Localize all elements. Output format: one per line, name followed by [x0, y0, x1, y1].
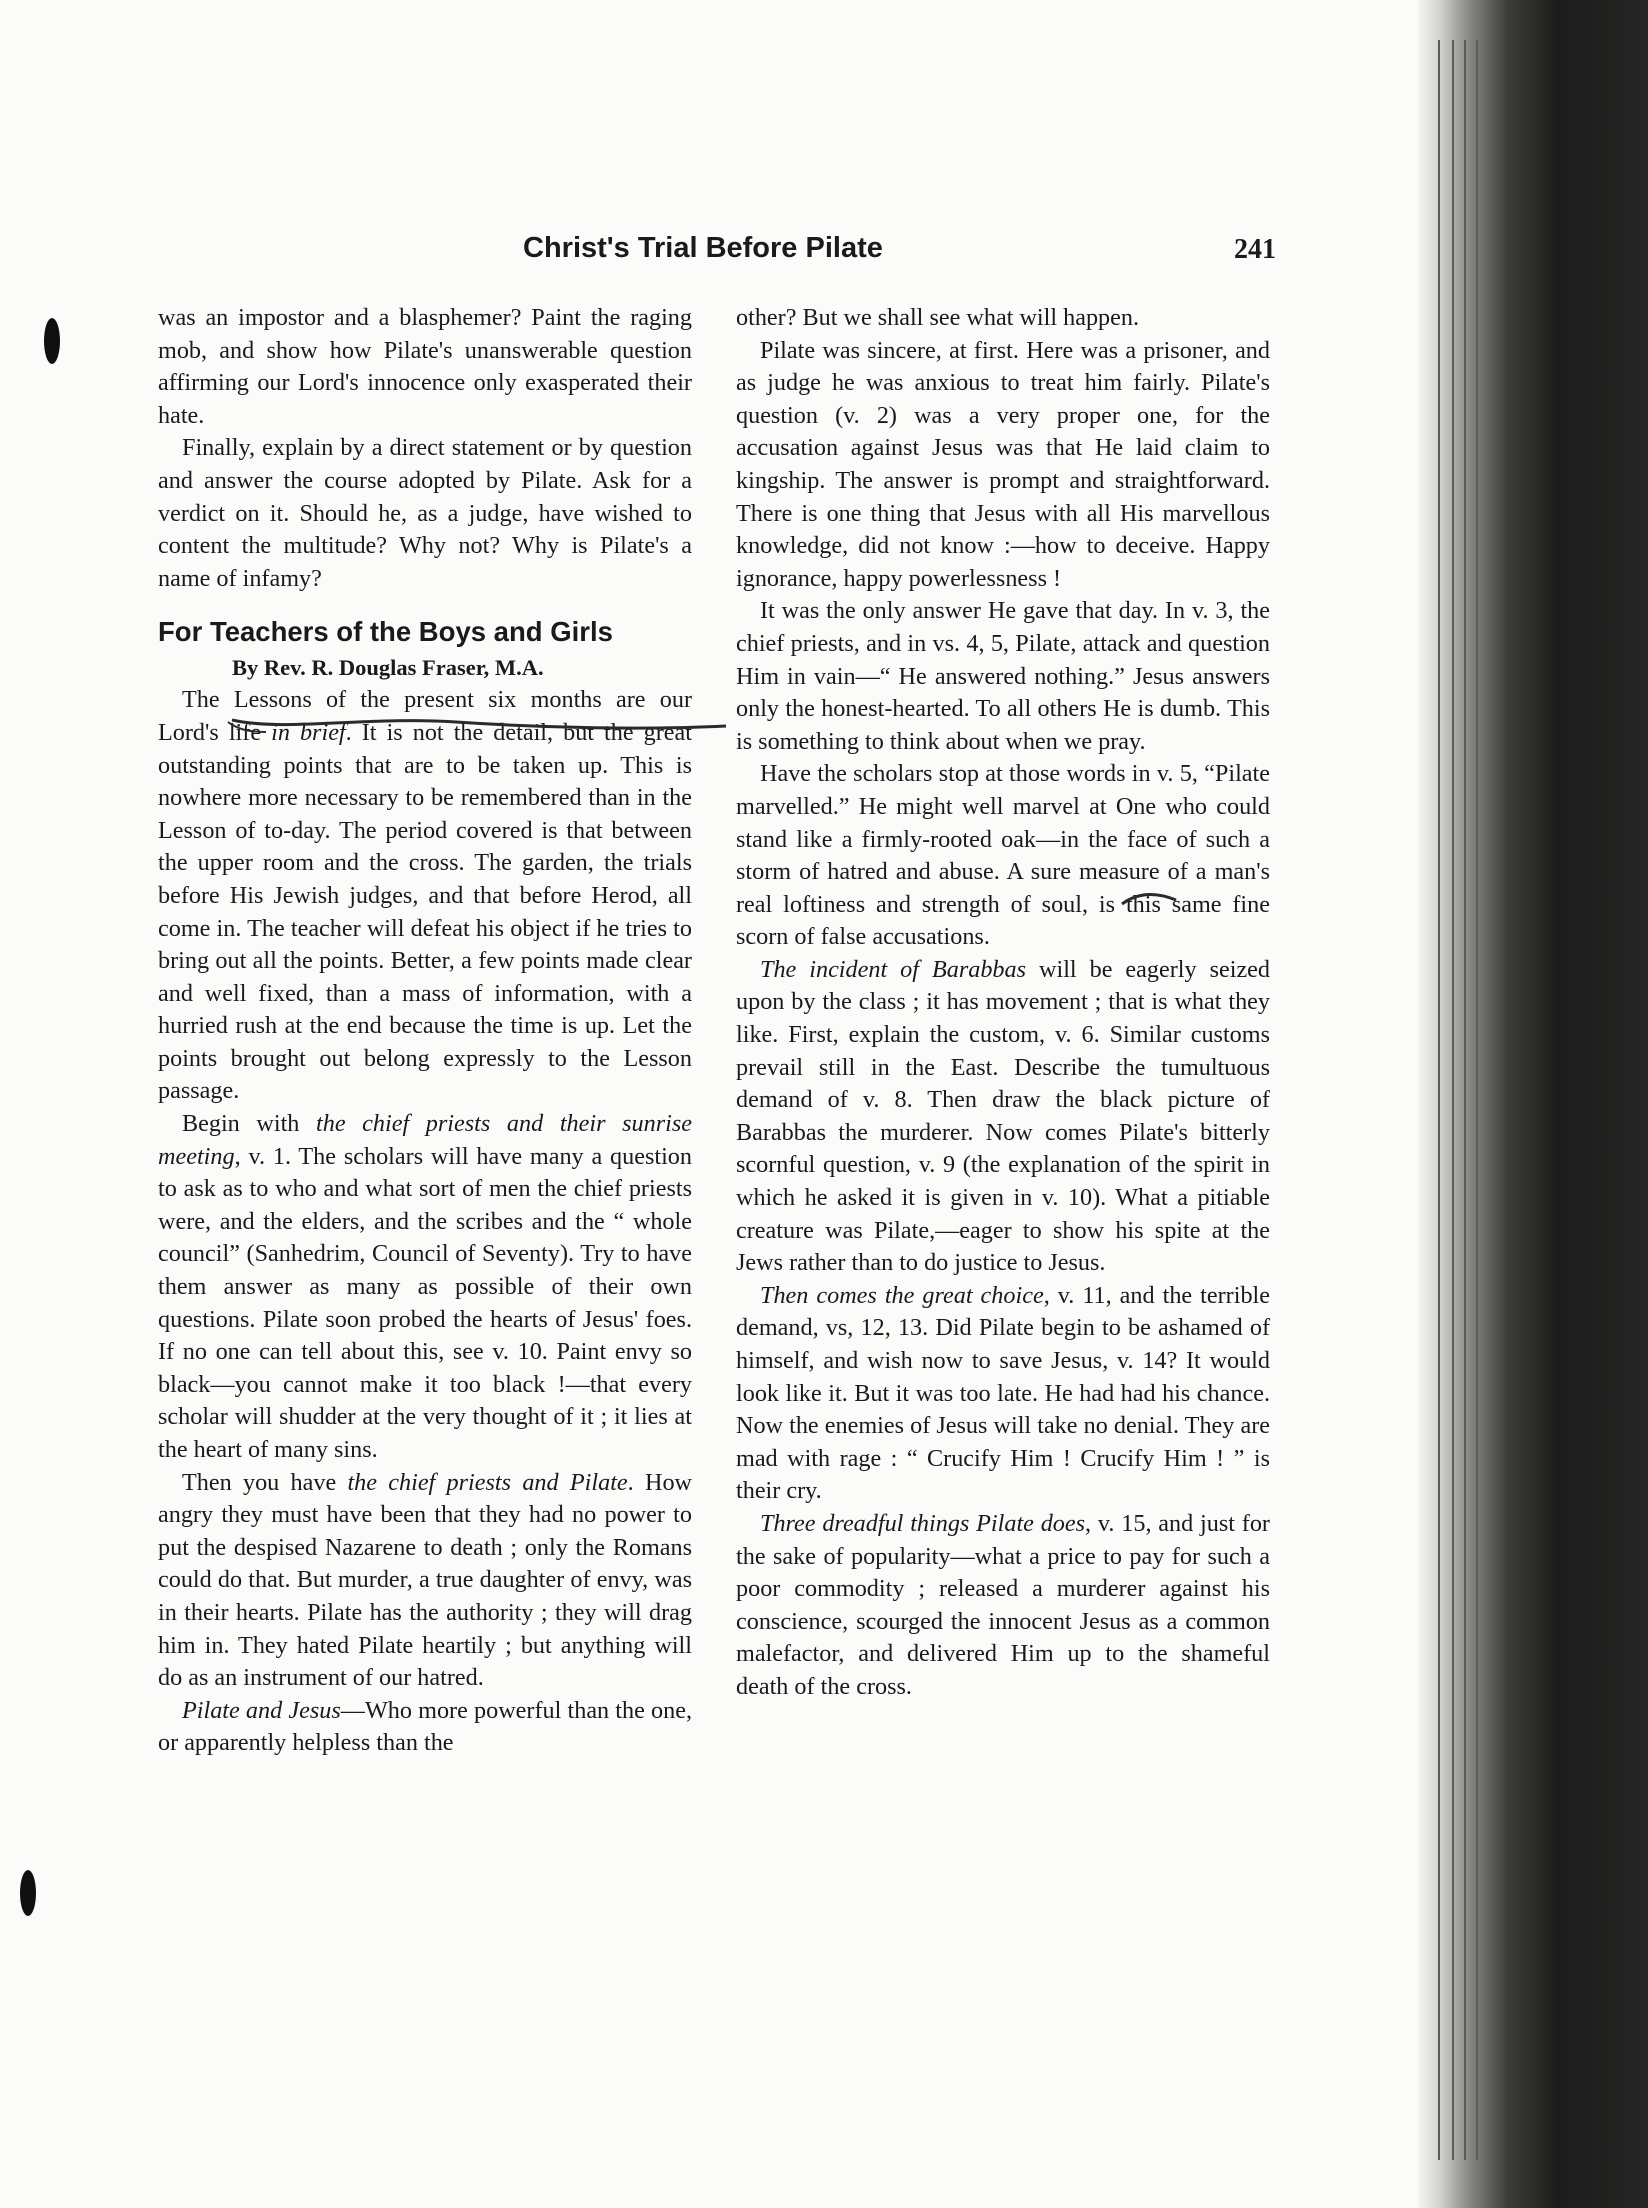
text-run: The Lessons of the present six months are our Lord's life: [158, 686, 692, 746]
page-edge-line: [1464, 40, 1466, 2160]
text-run: . It is not the detail, but the great outstanding points that are to be taken up. This is nowhere more necessary to be remembered than in the Lesson of to-day. The period covered is that between the upper room and the cross. The garden, the trials before His Jewish judges, and that before Herod, all come in. The teacher will defeat his object if he tries to bring out all the points. Better, a few points made clear and well fixed, than a mass of information, with a hurried rush at the end because the time is up. Let the points brought out belong expressly to the Lesson passage.: [158, 718, 692, 1105]
text-run: Begin with: [182, 1110, 317, 1138]
emphasis: in brief: [271, 718, 346, 746]
punch-hole: [20, 1870, 36, 1916]
section-heading: For Teachers of the Boys and Girls: [158, 616, 613, 648]
emphasis: Pilate and Jesus: [182, 1696, 341, 1724]
byline: By Rev. R. Douglas Fraser, M.A.: [232, 655, 544, 681]
paragraph: It was the only answer He gave that day. In v. 3, the chief priests, and in vs. 4, 5, Pilate, attack and question Him in vain—“ He answered nothing.” Jesus answers only the honest-hearted. To all others He is dumb. This is something to think about when we pray.: [736, 597, 1270, 755]
text-run: —Who more powerful than the one, or apparently helpless than the: [158, 1696, 692, 1757]
emphasis: Three dreadful things Pilate does: [760, 1509, 1086, 1537]
page-edge-line: [1476, 40, 1478, 2160]
pencil-mark: [1120, 890, 1180, 910]
text-run: . How angry they must have been that they had no power to put the despised Nazarene to death ; only the Romans could do that. But murder, a true daughter of envy, was in their hearts. Pilate has the authority ; they will drag him in. They hated Pilate heartily ; but anything will do as an instrument of our hatred.: [158, 1468, 693, 1692]
paragraph: Have the scholars stop at those words in v. 5, “Pilate marvelled.” He might well marvel at One who could stand like a firmly-rooted oak—in the face of such a storm of hatred and abuse. A sure measure of a man's real loftiness and strength of soul, is this same fine scorn of false accusations.: [736, 760, 1270, 951]
text-run: Then you have: [182, 1468, 348, 1496]
paragraph: [158, 1108, 692, 1467]
paragraph: was an impostor and a blasphemer? Paint the raging mob, and show how Pilate's unanswerable question affirming our Lord's innocence only exasperated their hate.: [158, 304, 692, 429]
emphasis: The incident of Barabbas: [760, 955, 1027, 983]
paragraph: Finally, explain by a direct statement or by question and answer the course adopted by Pilate. Ask for a verdict on it. Should he, as a judge, have wished to content the multitude? Why not? Why is Pilate's a name of infamy?: [158, 434, 692, 592]
text-run: , v. 15, and just for the sake of popularity—what a price to pay for such a poor commodity ; released a murderer against his conscience, scourged the innocent Jesus as a common malefactor, and delivered Him up to the shameful death of the cross.: [736, 1509, 1270, 1700]
text-run: , v. 1. The scholars will have many a question to ask as to who and what sort of men the chief priests were, and the elders, and the scribes and the “ whole council” (Sanhedrim, Council of Seventy). Try to have them answer as many as possible of their own questions. Pilate soon probed the hearts of Jesus' foes. If no one can tell about this, see v. 10. Paint envy so black—you cannot make it too black !—that every scholar will shudder at the very thought of it ; it lies at the heart of many sins.: [158, 1142, 692, 1463]
book-page-edges: [1418, 0, 1648, 2208]
text-run: , v. 11, and the terrible demand, vs, 12, 13. Did Pilate begin to be ashamed of himself, and wish now to save Jesus, v. 14? It would look like it. But it was too late. He had had his chance. Now the enemies of Jesus will take no denial. They are mad with rage : “ Crucify Him ! Crucify Him ! ” is their cry.: [736, 1281, 1270, 1505]
text-run: will be eagerly seized upon by the class ; it has movement ; that is what they like. First, explain the custom, v. 6. Similar customs prevail still in the East. Describe the tumultuous demand of v. 8. Then draw the black picture of Barabbas the murderer. Now comes Pilate's bitterly scornful question, v. 9 (the explanation of the spirit in which he asked it is given in v. 10). What a pitiable creature was Pilate,—eager to show his spite at the Jews rather than to do justice to Jesus.: [736, 955, 1271, 1277]
page-number: 241: [1234, 234, 1276, 265]
pencil-underline-mark: [226, 702, 756, 762]
punch-hole: [44, 318, 60, 364]
emphasis: the chief priests and their sunrise meeting: [158, 1110, 692, 1170]
paragraph: [158, 1467, 692, 1695]
left-column: [158, 302, 692, 1760]
page-edge-line: [1438, 40, 1440, 2160]
right-column: [736, 302, 1270, 1704]
running-head: [0, 232, 1430, 272]
paragraph: [736, 1280, 1270, 1508]
paragraph: [736, 1508, 1270, 1704]
paragraph: [158, 1695, 692, 1760]
emphasis: the chief priests and Pilate: [347, 1468, 628, 1496]
paragraph: Pilate was sincere, at first. Here was a prisoner, and as judge he was anxious to treat him fairly. Pilate's question (v. 2) was a very proper one, for the accusation against Jesus was that He laid claim to kingship. The answer is prompt and straightforward. There is one thing that Jesus with all His marvellous knowledge, did not know :—how to deceive. Happy ignorance, happy powerlessness !: [736, 336, 1270, 592]
page-edge-line: [1452, 40, 1454, 2160]
emphasis: Then comes the great choice: [760, 1281, 1044, 1309]
page-title: Christ's Trial Before Pilate: [523, 232, 883, 264]
paragraph: other? But we shall see what will happen.: [736, 304, 1140, 331]
paragraph: [736, 954, 1270, 1280]
